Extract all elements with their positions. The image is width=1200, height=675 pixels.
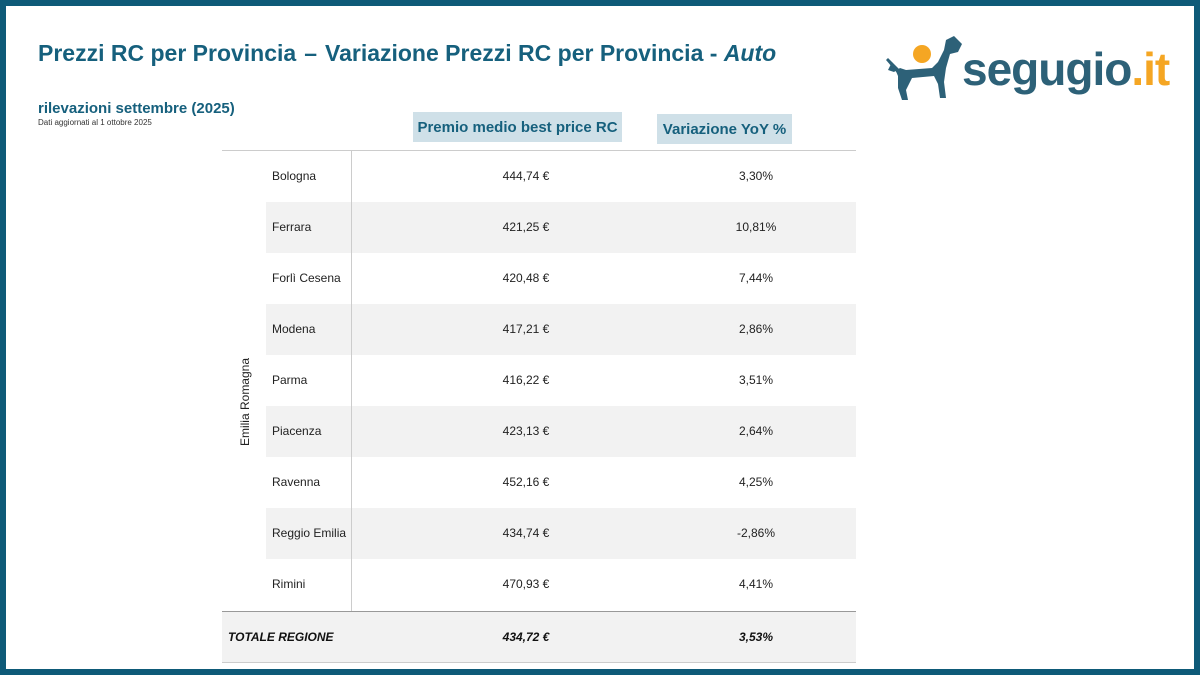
- total-premio: 434,72 €: [502, 630, 550, 644]
- column-divider: [351, 150, 352, 663]
- updated-note: Dati aggiornati al 1 ottobre 2025: [38, 118, 152, 127]
- provincia-cell: Bologna: [272, 169, 317, 183]
- variazione-cell: 3,30%: [738, 169, 774, 183]
- premio-cell: 423,13 €: [502, 424, 550, 438]
- premio-cell: 470,93 €: [502, 577, 550, 591]
- title-italic: Auto: [723, 40, 777, 66]
- variazione-cell: 4,41%: [738, 577, 774, 591]
- table-row: [266, 508, 856, 559]
- premio-cell: 434,74 €: [502, 526, 550, 540]
- provincia-cell: Ravenna: [272, 475, 321, 489]
- table-row: [266, 355, 856, 406]
- table-row: [266, 202, 856, 253]
- total-row: [222, 612, 856, 662]
- logo-text: segugio.it: [962, 43, 1170, 95]
- premio-cell: 421,25 €: [502, 220, 550, 234]
- page-title: [38, 40, 776, 67]
- dog-icon: [884, 32, 964, 106]
- table-row: [266, 304, 856, 355]
- provincia-cell: Reggio Emilia: [272, 526, 347, 540]
- premio-cell: 417,21 €: [502, 322, 550, 336]
- variazione-cell: 2,64%: [738, 424, 774, 438]
- variazione-cell: 2,86%: [738, 322, 774, 336]
- provincia-cell: Modena: [272, 322, 316, 336]
- provincia-cell: Parma: [272, 373, 308, 387]
- title-dash: –: [304, 40, 317, 66]
- premio-cell: 420,48 €: [502, 271, 550, 285]
- table-bottom-border: [222, 662, 856, 663]
- segugio-logo: [884, 32, 1184, 106]
- premio-cell: 444,74 €: [502, 169, 550, 183]
- subtitle: rilevazioni settembre (2025): [38, 100, 235, 117]
- region-label: Emilia Romagna: [238, 357, 252, 447]
- variazione-cell: 3,51%: [738, 373, 774, 387]
- provincia-cell: Forlì Cesena: [272, 271, 341, 285]
- premio-cell: 416,22 €: [502, 373, 550, 387]
- provincia-cell: Ferrara: [272, 220, 312, 234]
- variazione-cell: 10,81%: [735, 220, 777, 234]
- column-header-premio: Premio medio best price RC: [413, 112, 622, 142]
- table-row: [266, 457, 856, 508]
- table-row: [266, 151, 856, 202]
- title-main: Prezzi RC per Provincia: [38, 40, 297, 66]
- provincia-cell: Rimini: [272, 577, 306, 591]
- premio-cell: 452,16 €: [502, 475, 550, 489]
- total-label: TOTALE REGIONE: [228, 630, 334, 644]
- total-variazione: 3,53%: [738, 630, 774, 644]
- table-row: [266, 253, 856, 304]
- variazione-cell: 4,25%: [738, 475, 774, 489]
- provincia-cell: Piacenza: [272, 424, 322, 438]
- title-sub: Variazione Prezzi RC per Provincia -: [325, 40, 718, 66]
- variazione-cell: -2,86%: [736, 526, 776, 540]
- column-header-variazione: Variazione YoY %: [657, 114, 792, 144]
- variazione-cell: 7,44%: [738, 271, 774, 285]
- table-row: [266, 559, 856, 610]
- table-row: [266, 406, 856, 457]
